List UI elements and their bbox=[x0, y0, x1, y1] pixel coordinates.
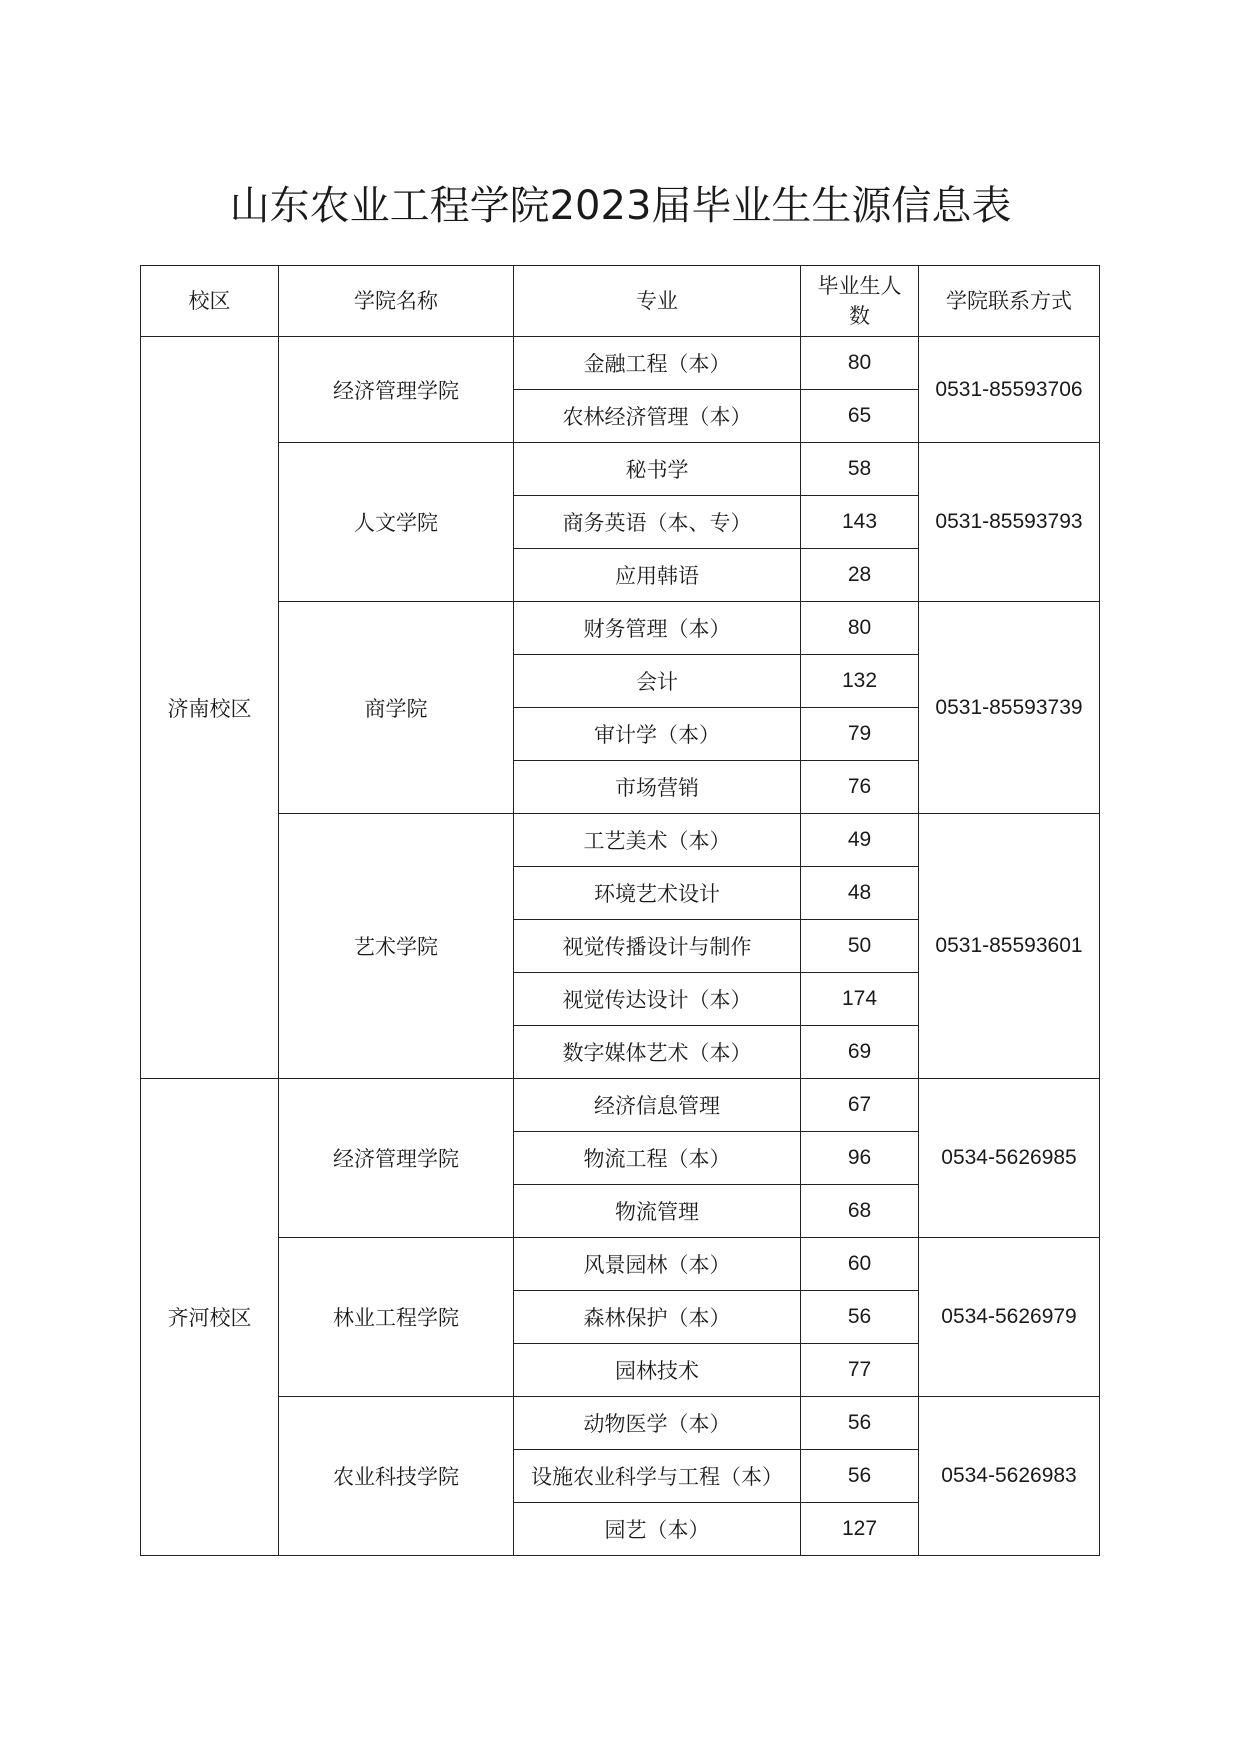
college-contact: 0531-85593739 bbox=[919, 602, 1100, 814]
major-name: 财务管理（本） bbox=[514, 602, 801, 655]
major-name: 风景园林（本） bbox=[514, 1238, 801, 1291]
table-row bbox=[141, 1079, 1100, 1132]
college-name: 农业科技学院 bbox=[279, 1397, 514, 1556]
major-name: 设施农业科学与工程（本） bbox=[514, 1450, 801, 1503]
major-name: 动物医学（本） bbox=[514, 1397, 801, 1450]
graduate-count: 80 bbox=[801, 602, 919, 655]
graduate-count: 56 bbox=[801, 1397, 919, 1450]
page-title: 山东农业工程学院2023届毕业生生源信息表 bbox=[229, 183, 1012, 229]
campus-name: 齐河校区 bbox=[141, 1079, 279, 1556]
major-name: 物流管理 bbox=[514, 1185, 801, 1238]
graduate-count: 56 bbox=[801, 1450, 919, 1503]
graduate-count: 50 bbox=[801, 920, 919, 973]
campus-name: 济南校区 bbox=[141, 337, 279, 1079]
major-name: 物流工程（本） bbox=[514, 1132, 801, 1185]
table-row bbox=[141, 1238, 1100, 1291]
header-college: 学院名称 bbox=[279, 266, 514, 337]
header-contact: 学院联系方式 bbox=[919, 266, 1100, 337]
graduate-info-table bbox=[140, 265, 1100, 1556]
graduate-count: 58 bbox=[801, 443, 919, 496]
major-name: 应用韩语 bbox=[514, 549, 801, 602]
major-name: 市场营销 bbox=[514, 761, 801, 814]
major-name: 森林保护（本） bbox=[514, 1291, 801, 1344]
table-row bbox=[141, 814, 1100, 867]
header-row bbox=[141, 266, 1100, 337]
graduate-count: 77 bbox=[801, 1344, 919, 1397]
college-contact: 0534-5626979 bbox=[919, 1238, 1100, 1397]
header-count: 毕业生人数 bbox=[801, 266, 919, 337]
table-row bbox=[141, 1397, 1100, 1450]
college-contact: 0534-5626983 bbox=[919, 1397, 1100, 1556]
graduate-count: 68 bbox=[801, 1185, 919, 1238]
graduate-count: 80 bbox=[801, 337, 919, 390]
graduate-count: 96 bbox=[801, 1132, 919, 1185]
graduate-count: 69 bbox=[801, 1026, 919, 1079]
college-contact: 0534-5626985 bbox=[919, 1079, 1100, 1238]
table-row bbox=[141, 443, 1100, 496]
major-name: 金融工程（本） bbox=[514, 337, 801, 390]
major-name: 审计学（本） bbox=[514, 708, 801, 761]
college-contact: 0531-85593793 bbox=[919, 443, 1100, 602]
college-name: 艺术学院 bbox=[279, 814, 514, 1079]
table-row bbox=[141, 337, 1100, 390]
college-name: 经济管理学院 bbox=[279, 337, 514, 443]
graduate-count: 132 bbox=[801, 655, 919, 708]
graduate-count: 79 bbox=[801, 708, 919, 761]
graduate-count: 60 bbox=[801, 1238, 919, 1291]
graduate-count: 76 bbox=[801, 761, 919, 814]
college-name: 林业工程学院 bbox=[279, 1238, 514, 1397]
graduate-count: 174 bbox=[801, 973, 919, 1026]
college-name: 人文学院 bbox=[279, 443, 514, 602]
header-campus: 校区 bbox=[141, 266, 279, 337]
graduate-count: 28 bbox=[801, 549, 919, 602]
graduate-count: 48 bbox=[801, 867, 919, 920]
college-contact: 0531-85593706 bbox=[919, 337, 1100, 443]
graduate-count: 56 bbox=[801, 1291, 919, 1344]
graduate-count: 127 bbox=[801, 1503, 919, 1556]
major-name: 农林经济管理（本） bbox=[514, 390, 801, 443]
graduate-count: 49 bbox=[801, 814, 919, 867]
graduate-count: 65 bbox=[801, 390, 919, 443]
major-name: 会计 bbox=[514, 655, 801, 708]
college-contact: 0531-85593601 bbox=[919, 814, 1100, 1079]
major-name: 工艺美术（本） bbox=[514, 814, 801, 867]
major-name: 商务英语（本、专） bbox=[514, 496, 801, 549]
major-name: 园林技术 bbox=[514, 1344, 801, 1397]
major-name: 经济信息管理 bbox=[514, 1079, 801, 1132]
major-name: 环境艺术设计 bbox=[514, 867, 801, 920]
major-name: 数字媒体艺术（本） bbox=[514, 1026, 801, 1079]
college-name: 商学院 bbox=[279, 602, 514, 814]
major-name: 秘书学 bbox=[514, 443, 801, 496]
major-name: 园艺（本） bbox=[514, 1503, 801, 1556]
graduate-count: 143 bbox=[801, 496, 919, 549]
header-major: 专业 bbox=[514, 266, 801, 337]
major-name: 视觉传达设计（本） bbox=[514, 973, 801, 1026]
major-name: 视觉传播设计与制作 bbox=[514, 920, 801, 973]
college-name: 经济管理学院 bbox=[279, 1079, 514, 1238]
table-row bbox=[141, 602, 1100, 655]
graduate-count: 67 bbox=[801, 1079, 919, 1132]
